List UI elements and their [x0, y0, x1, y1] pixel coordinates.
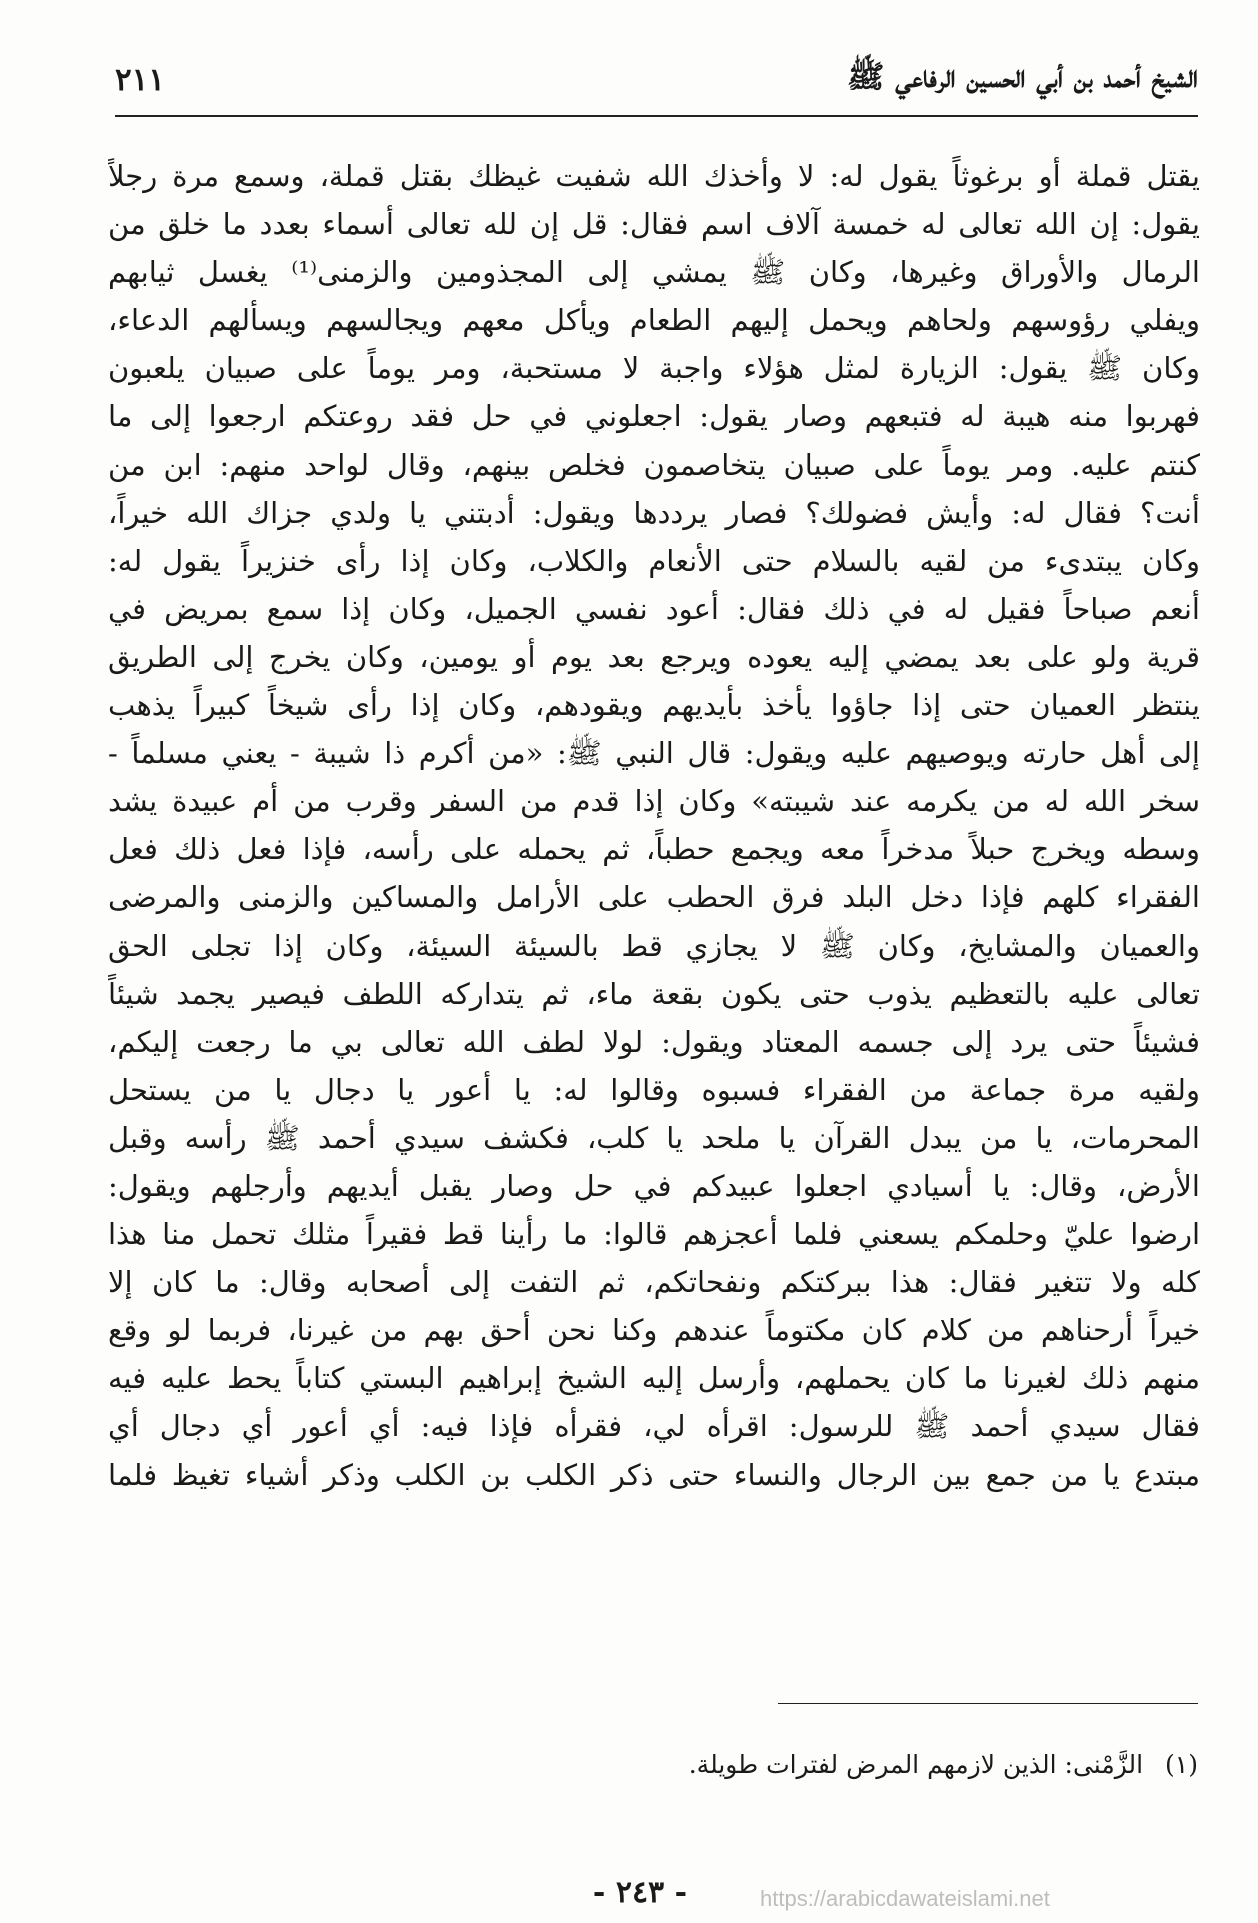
footnote-marker: (١) — [1165, 1750, 1198, 1779]
text-line: الفقراء كلهم فإذا دخل البلد فرق الحطب على الأرامل والمساكين والزمنى والمرضى — [108, 880, 1200, 915]
text-line: ارضوا عليّ وحلمكم يسعني فلما أعجزهم قالوا: ما رأينا قط فقيراً مثلك تحمل منا هذا — [108, 1217, 1200, 1252]
text-line: مبتدع يا من جمع بين الرجال والنساء حتى ذكر الكلب بن الكلب وذكر أشياء تغيظ فلما — [108, 1457, 1200, 1492]
running-header — [115, 50, 1198, 110]
text-line: إلى أهل حارته ويوصيهم عليه ويقول: قال النبي ﷺ: «من أكرم ذا شيبة - يعني مسلماً - — [108, 736, 1200, 771]
text-line: الأرض، وقال: يا أسيادي اجعلوا عبيدكم في حل وصار يقبل أيديهم وأرجلهم ويقول: — [108, 1168, 1200, 1203]
text-line: سخر الله له من يكرمه عند شيبته» وكان إذا قدم من السفر وقرب من أم عبيدة يشد — [108, 784, 1200, 819]
text-line: وكان يبتدىء من لقيه بالسلام حتى الأنعام والكلاب، وكان إذا رأى خنزيراً يقول له: — [108, 543, 1200, 578]
body-text — [108, 152, 1200, 1692]
text-line: ويفلي رؤوسهم ولحاهم ويحمل إليهم الطعام ويأكل معهم ويجالسهم ويسألهم الدعاء، — [108, 303, 1200, 338]
text-line: المحرمات، يا من يبدل القرآن يا ملحد يا كلب، فكشف سيدي أحمد ﷺ رأسه وقبل — [108, 1120, 1200, 1155]
running-page-number: ٢١١ — [115, 62, 165, 98]
text-line: تعالى عليه بالتعظيم يذوب حتى يكون بقعة ماء، ثم يتداركه اللطف فيصير يجمد شيئاً — [108, 976, 1200, 1011]
running-title: الشيخ أحمد بن أبي الحسين الرفاعي ﷺ — [847, 58, 1198, 95]
text-line: والعميان والمشايخ، وكان ﷺ لا يجازي قط بالسيئة السيئة، وكان إذا تجلى الحق — [108, 928, 1200, 963]
footnote-rule — [778, 1703, 1198, 1704]
text-line: كله ولا تتغير فقال: هذا ببركتكم ونفحاتكم، ثم التفت إلى أصحابه وقال: ما كان إلا — [108, 1265, 1200, 1300]
text-line: وكان ﷺ يقول: الزيارة لمثل هؤلاء واجبة لا مستحبة، ومر يوماً على صبيان يلعبون — [108, 351, 1200, 386]
folio-page-number: - ٢٤٣ - — [592, 1875, 688, 1910]
text-line: منهم ذلك لغيرنا ما كان يحملهم، وأرسل إليه الشيخ إبراهيم البستي كتاباً يحط عليه فيه — [108, 1361, 1200, 1396]
text-line: أنعم صباحاً فقيل له في ذلك فقال: أعود نفسي الجميل، وكان إذا سمع بمريض في — [108, 591, 1200, 626]
footnote — [400, 1745, 1198, 1785]
text-line: فشيئاً حتى يرد إلى جسمه المعتاد ويقول: لولا لطف الله تعالى بي ما رجعت إليكم، — [108, 1024, 1200, 1059]
text-line: خيراً أرحناهم من كلام كان مكتوماً عندهم وكنا نحن أحق بهم من غيرنا، فربما لو وقع — [108, 1313, 1200, 1348]
header-rule — [115, 115, 1198, 117]
text-line: فقال سيدي أحمد ﷺ للرسول: اقرأه لي، فقرأه فإذا فيه: أي أعور أي دجال أي — [108, 1409, 1200, 1444]
footnote-text: الزَّمْنى: الذين لازمهم المرض لفترات طويلة. — [688, 1750, 1144, 1779]
text-line: قرية ولو على بعد يمضي إليه يعوده ويرجع بعد يوم أو يومين، وكان يخرج إلى الطريق — [108, 639, 1200, 674]
watermark-url: https://arabicdawateislami.net — [760, 1886, 1050, 1911]
text-line: وسطه ويخرج حبلاً مدخراً معه ويجمع حطباً، ثم يحمله على رأسه، فإذا فعل ذلك فعل — [108, 832, 1200, 867]
text-line: ينتظر العميان حتى إذا جاؤوا يأخذ بأيديهم ويقودهم، وكان إذا رأى شيخاً كبيراً يذهب — [108, 688, 1200, 723]
text-line: ولقيه مرة جماعة من الفقراء فسبوه وقالوا له: يا أعور يا دجال يا من يستحل — [108, 1072, 1200, 1107]
text-line: يقتل قملة أو برغوثاً يقول له: لا وأخذك الله شفيت غيظك بقتل قملة، وسمع مرة رجلاً — [108, 159, 1200, 193]
text-line: فهربوا منه هيبة له فتبعهم وصار يقول: اجعلوني في حل فقد روعتكم ارجعوا إلى ما — [108, 399, 1200, 434]
text-line: أنت؟ فقال له: وأيش فضولك؟ فصار يرددها ويقول: أدبتني يا ولدي جزاك الله خيراً، — [108, 495, 1200, 530]
text-line: الرمال والأوراق وغيرها، وكان ﷺ يمشي إلى المجذومين والزمنى⁽¹⁾ يغسل ثيابهم — [108, 255, 1200, 290]
text-line: يقول: إن الله تعالى له خمسة آلاف اسم فقال: قل إن لله تعالى أسماء بعدد ما خلق من — [108, 207, 1200, 242]
text-line: كنتم عليه. ومر يوماً على صبيان يتخاصمون فخلص بينهم، وقال لواحد منهم: ابن من — [108, 447, 1200, 482]
